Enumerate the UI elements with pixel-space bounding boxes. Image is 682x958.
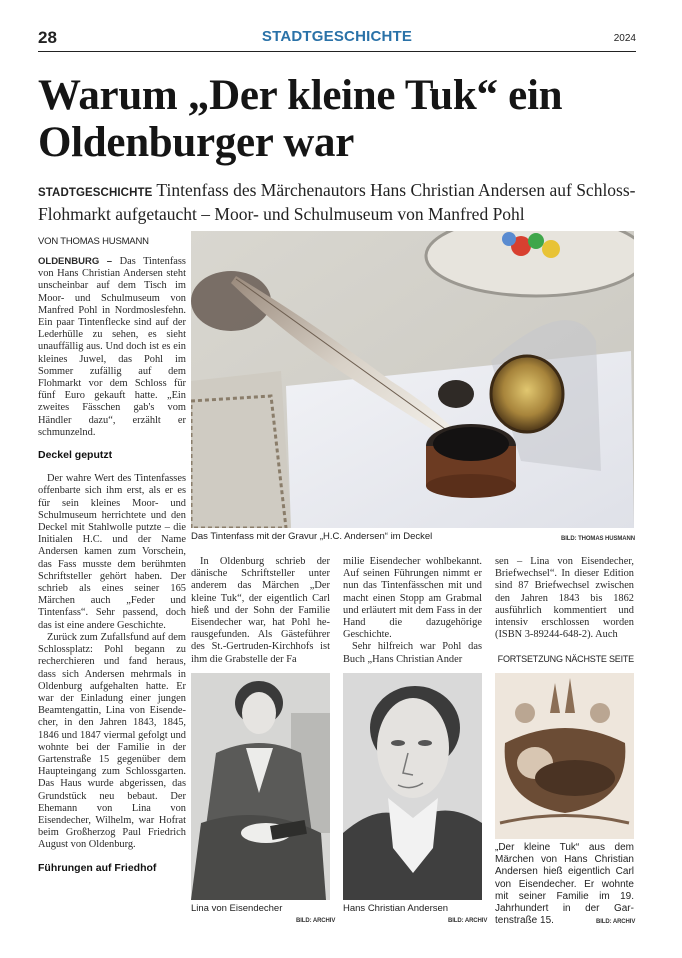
page-header: [38, 28, 636, 52]
subhead: Führungen auf Friedhof: [38, 861, 157, 874]
section-title: STADTGESCHICHTE: [261, 28, 413, 45]
page-number: 28: [38, 28, 57, 47]
inkwell-photo: [191, 231, 634, 528]
paragraph: milie Eisendecher wohlbekannt. Auf seinen Führungen nimmt er nun das Tintenfässchen mit und macht einen Stopp am Grabmal und erläutert mit dem Fass in der Hand die dazugehörige Geschichte.: [343, 556, 482, 641]
illustration-der-kleine-tuk: [495, 673, 634, 839]
article-column-3: [343, 556, 482, 666]
woman-portrait-image: [191, 673, 330, 900]
portrait-caption: Hans Christian Andersen: [343, 903, 449, 914]
byline: VON THOMAS HUSMANN: [38, 236, 149, 247]
subhead: Deckel geputzt: [38, 449, 113, 462]
paragraph: [38, 256, 186, 439]
paragraph: sen – Lina von Eisendecher, Briefwechsel“. In dieser Edition sind 87 Briefwechsel zwischen den Jahren 1843 bis 1862 ausführlich kommentiert und intensiv erschlossen worden (ISBN 3-89244-648-2). Auch: [495, 556, 634, 641]
article-column-4: [495, 556, 634, 641]
headline-line-1: Warum „Der kleine Tuk“ ein: [38, 72, 563, 119]
photo-credit: BILD: THOMAS HUSMANN: [561, 536, 635, 542]
article-column-1: [38, 256, 186, 886]
portrait-credit: BILD: ARCHIV: [296, 918, 336, 924]
portrait-lina-von-eisendecher: [191, 673, 330, 900]
photo-caption: Das Tintenfass mit der Gravur „H.C. Andersen“ im Deckel: [191, 531, 433, 542]
subheadline: [38, 180, 648, 225]
headline-line-2: Oldenburger war: [38, 119, 355, 166]
sleeping-child-illustration: [495, 673, 634, 839]
inkwell-quill-image: [191, 231, 634, 528]
illustration-credit: BILD: ARCHIV: [596, 919, 636, 925]
dateline: OLDENBURG –: [38, 256, 113, 267]
paragraph: In Oldenburg schrieb der dänische Schriftsteller unter anderem das Märchen „Der kleine Tuk“, der eigentlich Carl hieß und der Sohn der Familie Eisendecher war, hat Pohl herausgefunden. Als Gästeführer des St.-Gertruden-Kirchhofs ist ihm die Grabstelle der Fa: [191, 556, 330, 665]
paragraph: Sehr hilfreich war Pohl das Buch „Hans Christian Ander: [343, 641, 482, 665]
portrait-caption: Lina von Eisendecher: [191, 903, 283, 914]
portrait-credit: BILD: ARCHIV: [448, 918, 488, 924]
paragraph: Der wahre Wert des Tintenfasses offenbarte sich ihm erst, als er es für sein kleines Moor- und Schulmuseum herrichtete und den Deckel mit Stahlwolle putzte – die Initialen H.C. und der Name Andersen kamen zum Vorschein, das Fass musste dem berühmten Schriftsteller gehört haben. Der schrieb als eines seiner 165 Märchen auch „Feder und Tintenfass“. Sehr passend, doch das ist eine andere Geschichte.: [38, 473, 186, 631]
kicker: STADTGESCHICHTE: [38, 187, 153, 199]
headline: [38, 72, 638, 166]
illustration-caption: „Der kleine Tuk“ aus dem Märchen von Hans Christian Andersen hieß eigentlich Carl von Eisendecher. Er wohnte mit seiner Familie im 19. Jahrhundert in der Gartenstraße 15.: [495, 842, 634, 927]
article-column-2: [191, 556, 330, 666]
paragraph: Zurück zum Zufallsfund auf dem Schlossplatz: Pohl begann zu recherchieren und fand heraus, dass sich Andersen mehrmals in Oldenburg aufgehalten hatte. Er war der Einladung einer jungen Beamtengattin, Lina von Eisendecher, in den Jahren 1843, 1845, 1846 und 1847 viermal gefolgt und wohnte bei der Familie in der Gartenstraße 15 gegenüber dem Haupteingang zum Schlossgarten. Das Haus wurde abgerissen, das Grundstück neu bebaut. Der Ehemann von Lina von Eisendecher, Wilhelm, war Hofrat beim Großherzog Paul Friedrich August von Oldenburg.: [38, 631, 186, 851]
portrait-hans-christian-andersen: [343, 673, 482, 900]
subheadline-text: Tintenfass des Märchenautors Hans Christian Andersen auf Schloss-Flohmarkt aufgetaucht – Moor- und Schulmuseum von Manfred Pohl: [38, 180, 636, 224]
man-portrait-image: [343, 673, 482, 900]
continued-next-page: FORTSETZUNG NÄCHSTE SEITE: [497, 654, 634, 664]
paragraph-text: Das Tintenfass von Hans Christian Andersen steht unscheinbar auf dem Tisch im Moor- und Schulmuseum von Manfred Pohl in Nordmoslesfehn. Ein paar Tintenflecke sind auf der Lederhülle zu sehen, es sieht unauffällig aus. Und doch ist es ein kleines Juwel, das Pohl im Sommer zufällig auf dem Flohmarkt vor dem Schloss für fünf Euro gekauft hatte. „Ein zweites Fässchen gab's vom Händler dazu“, erzählt er schmunzelnd.: [38, 256, 186, 438]
issue-year: 2024: [613, 33, 636, 44]
